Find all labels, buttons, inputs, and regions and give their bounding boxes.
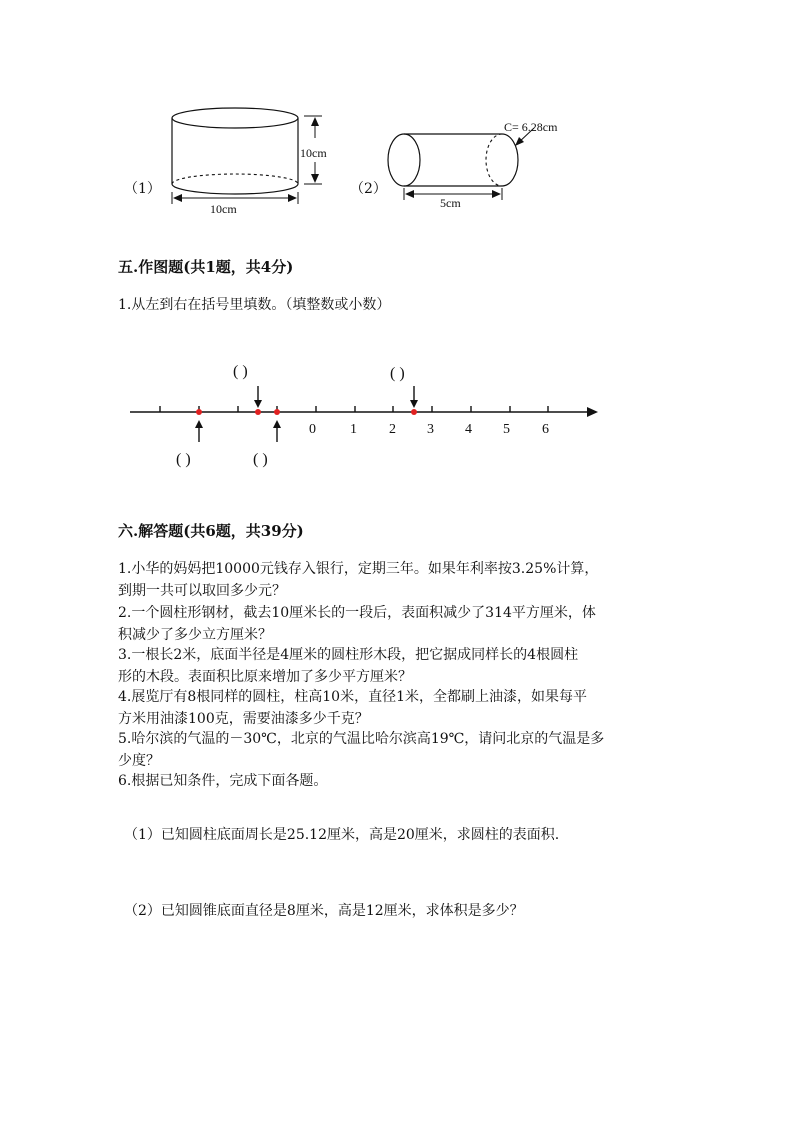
answer-blank-bottom-2[interactable]: ( ): [253, 451, 268, 468]
point-a: [196, 409, 202, 415]
question-2-line-2: 积减少了多少立方厘米？: [118, 627, 272, 643]
point-b: [255, 409, 261, 415]
section-5-question: 1.从左到右在括号里填数。（填整数或小数）: [118, 297, 391, 313]
question-4-line-2: 方米用油漆100克，需要油漆多少千克？: [118, 711, 369, 727]
question-5-line-2: 少度？: [118, 753, 160, 769]
question-6-line-1: 6.根据已知条件，完成下面各题。: [118, 773, 328, 789]
tick-label-2: 2: [389, 422, 396, 437]
figure-1-label: （1）: [124, 181, 161, 197]
question-6: [118, 770, 678, 792]
figure-2-length-label: 5cm: [440, 196, 461, 210]
question-4-line-1: 4.展览厅有8根同样的圆柱，柱高10米，直径1米，全都刷上油漆，如果每平: [118, 689, 587, 705]
tick-label-6: 6: [542, 422, 549, 437]
question-1-line-1: 1.小华的妈妈把10000元钱存入银行，定期三年。如果年利率按3.25%计算，: [118, 561, 599, 577]
sub-question-2: （2）已知圆锥底面直径是8厘米，高是12厘米，求体积是多少？: [124, 903, 524, 919]
point-c: [274, 409, 280, 415]
question-5: [118, 728, 678, 772]
question-4: [118, 686, 678, 730]
question-2-line-1: 2.一个圆柱形钢材，截去10厘米长的一段后，表面积减少了314平方厘米，体: [118, 605, 596, 621]
figure-1-height-label: 10cm: [300, 146, 327, 160]
question-3-line-2: 形的木段。表面积比原来增加了多少平方厘米？: [118, 669, 412, 685]
question-3-line-1: 3.一根长2米，底面半径是4厘米的圆柱形木段，把它据成同样长的4根圆柱: [118, 647, 579, 663]
figure-2-label: （2）: [350, 181, 387, 197]
tick-label-5: 5: [503, 422, 510, 437]
tick-label-1: 1: [350, 422, 357, 437]
tick-label-4: 4: [465, 422, 472, 437]
question-5-line-1: 5.哈尔滨的气温的－30℃，北京的气温比哈尔滨高19℃，请问北京的气温是多: [118, 731, 605, 747]
tick-label-0: 0: [309, 422, 316, 437]
section-6-title: 六.解答题(共6题，共39分): [118, 522, 304, 540]
number-line: [128, 368, 608, 468]
question-2: [118, 602, 678, 646]
tick-label-3: 3: [427, 422, 434, 437]
figure-1-width-label: 10cm: [210, 202, 237, 216]
question-1: [118, 558, 678, 602]
answer-blank-top-1[interactable]: ( ): [233, 363, 248, 380]
point-d: [411, 409, 417, 415]
cylinder-upright-diagram: [160, 104, 380, 214]
question-3: [118, 644, 678, 688]
answer-blank-top-2[interactable]: ( ): [390, 365, 405, 382]
sub-question-1: （1）已知圆柱底面周长是25.12厘米，高是20厘米，求圆柱的表面积.: [124, 827, 560, 843]
answer-blank-bottom-1[interactable]: ( ): [176, 451, 191, 468]
figure-2-circumference-label: C= 6.28cm: [504, 120, 558, 134]
question-1-line-2: 到期一共可以取回多少元？: [118, 583, 286, 599]
section-5-title: 五.作图题(共1题，共4分): [118, 258, 294, 276]
